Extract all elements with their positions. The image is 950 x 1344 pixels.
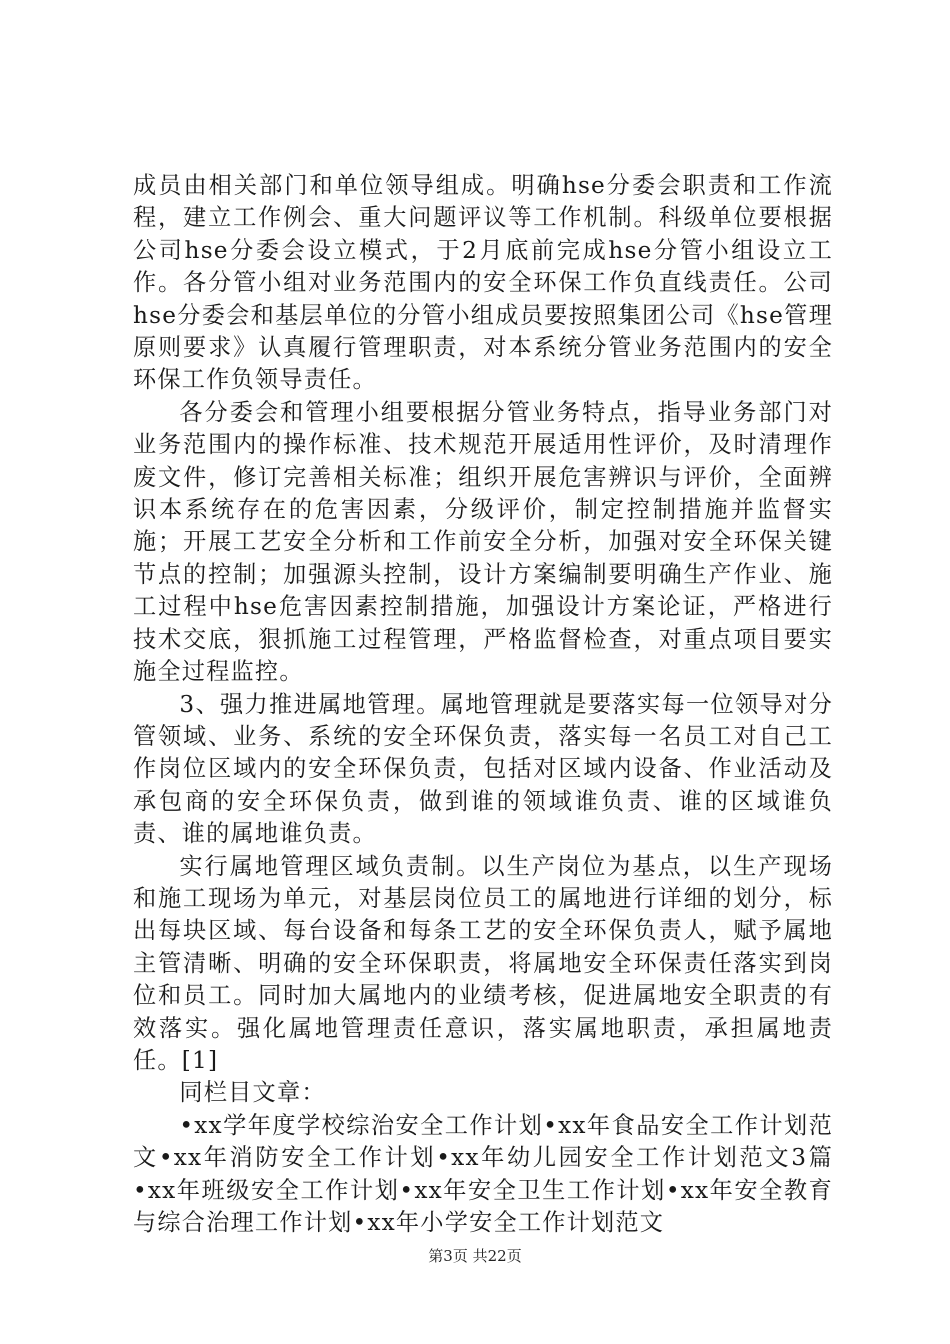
paragraph-territorial-management: 3、强力推进属地管理。属地管理就是要落实每一位领导对分管领域、业务、系统的安全环保负责，落实每一名员工对自己工作岗位区域内的安全环保负责，包括对区域内设备、作业活动及承包商的安全环保负责，做到谁的领域谁负责、谁的区域谁负责、谁的属地谁负责。	[133, 690, 833, 848]
page-number-footer: 第3页 共22页	[428, 1247, 522, 1265]
paragraph-subcommittee-duties: 各分委会和管理小组要根据分管业务特点，指导业务部门对业务范围内的操作标准、技术规范开展适用性评价，及时清理作废文件，修订完善相关标准；组织开展危害辨识与评价，全面辨识本系统存在的危害因素，分级评价，制定控制措施并监督实施；开展工艺安全分析和工作前安全分析，加强对安全环保关键节点的控制；加强源头控制，设计方案编制要明确生产作业、施工过程中hse危害因素控制措施，加强设计方案论证，严格进行技术交底，狠抓施工过程管理，严格监督检查，对重点项目要实施全过程监控。	[133, 398, 833, 686]
paragraph-committee-members: 成员由相关部门和单位领导组成。明确hse分委会职责和工作流程，建立工作例会、重大问题评议等工作机制。科级单位要根据公司hse分委会设立模式，于2月底前完成hse分管小组设立工作。各分管小组对业务范围内的安全环保工作负直线责任。公司hse分委会和基层单位的分管小组成员要按照集团公司《hse管理原则要求》认真履行管理职责，对本系统分管业务范围内的安全环保工作负领导责任。	[133, 172, 833, 394]
related-articles-heading: 同栏目文章：	[179, 1079, 326, 1107]
document-body	[133, 170, 833, 1239]
paragraph-area-responsibility: 实行属地管理区域负责制。以生产岗位为基点，以生产现场和施工现场为单元，对基层岗位员工的属地进行详细的划分，标出每块区域、每台设备和每条工艺的安全环保负责人，赋予属地主管清晰、明确的安全环保职责，将属地安全环保责任落实到岗位和员工。同时加大属地内的业绩考核，促进属地安全职责的有效落实。强化属地管理责任意识，落实属地职责，承担属地责任。[1]	[133, 852, 833, 1074]
related-articles-list: •xx学年度学校综治安全工作计划•xx年食品安全工作计划范文•xx年消防安全工作计划•xx年幼儿园安全工作计划范文3篇•xx年班级安全工作计划•xx年安全卫生工作计划•xx年安全教育与综合治理工作计划•xx年小学安全工作计划范文	[133, 1111, 833, 1236]
